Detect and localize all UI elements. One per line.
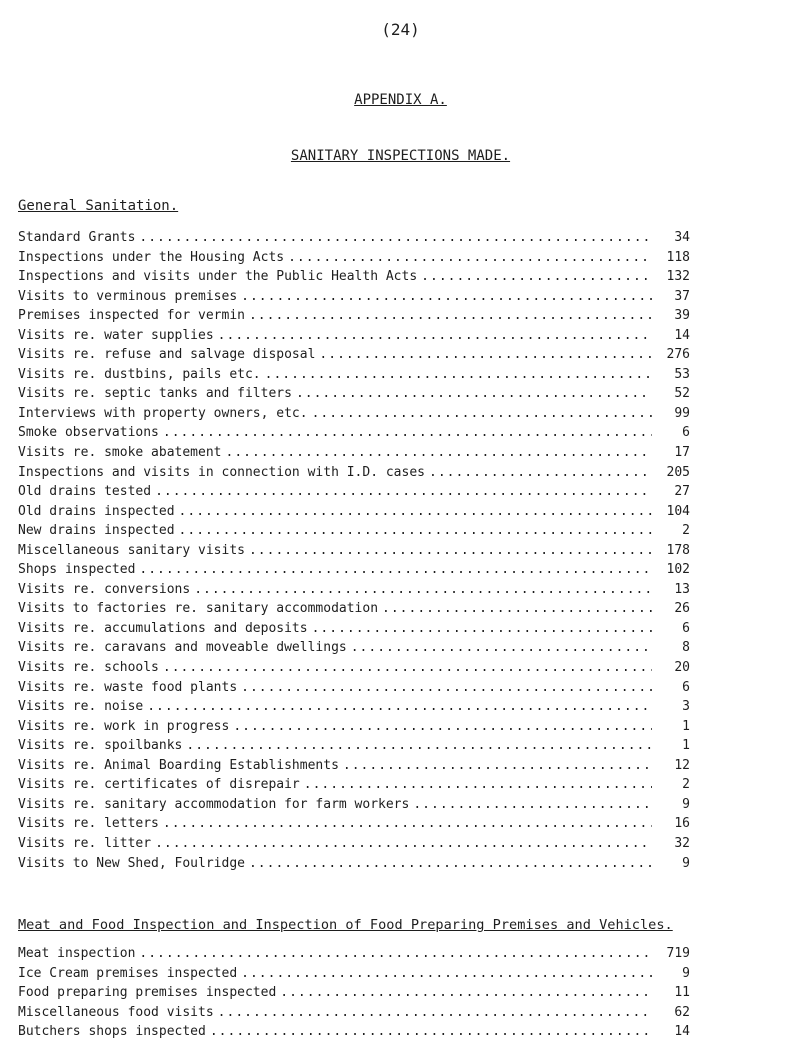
list-item [18,562,690,582]
dot-leader [155,836,652,851]
list-item [18,738,690,758]
item-count: 8 [682,640,690,656]
dot-leader [179,504,652,519]
item-count: 9 [682,796,690,812]
item-label: Interviews with property owners, etc. [18,405,308,421]
list-item [18,660,690,680]
item-count: 104 [666,503,690,519]
item-count: 2 [682,523,690,539]
item-label: Visits re. litter [18,835,152,851]
item-label: Premises inspected for vermin [18,308,245,324]
list-item [18,328,690,348]
dot-leader [139,562,652,577]
item-count: 52 [674,386,690,402]
item-count: 14 [674,327,690,343]
item-count: 14 [674,1024,690,1040]
item-count: 205 [666,464,690,480]
item-count: 6 [682,679,690,695]
list-item [18,386,690,406]
item-count: 62 [674,1004,690,1020]
item-label: Visits to verminous premises [18,288,238,304]
item-count: 99 [674,405,690,421]
dot-leader [233,719,652,734]
list-item [18,640,690,660]
item-count: 16 [674,816,690,832]
item-count: 6 [682,425,690,441]
item-label: Standard Grants [18,230,136,245]
list-item [18,856,690,876]
item-count: 102 [666,562,690,578]
section-title: SANITARY INSPECTIONS MADE. [290,148,511,164]
dot-leader [280,985,652,1000]
list-item [18,777,690,797]
item-label: Visits re. accumulations and deposits [18,620,308,636]
item-label: Visits re. conversions [18,581,191,597]
item-label: Visits re. waste food plants [18,679,238,695]
list-item [18,445,690,465]
dot-leader [265,367,652,382]
dot-leader [382,601,652,616]
general-sanitation-heading: General Sanitation. [18,198,179,214]
dot-leader [163,425,652,440]
item-label: Visits re. schools [18,660,159,676]
list-item [18,758,690,778]
dot-leader [163,816,652,831]
list-item [18,269,690,289]
dot-leader [249,308,652,323]
dot-leader [249,543,652,558]
dot-leader [249,856,652,871]
item-count: 1 [682,738,690,754]
list-item [18,523,690,543]
dot-leader [147,699,652,714]
general-sanitation-list [18,230,690,875]
item-count: 39 [674,308,690,324]
item-label: Visits re. septic tanks and filters [18,386,292,402]
dot-leader [319,347,652,362]
list-item [18,1024,690,1044]
item-label: Inspections and visits under the Public Health Acts [18,269,418,285]
dot-leader [241,966,652,981]
food-inspection-heading: Meat and Food Inspection and Inspection of Food Preparing Premises and Vehicles. [18,917,673,933]
list-item [18,484,690,504]
list-item [18,719,690,739]
item-count: 6 [682,620,690,636]
item-label: Visits re. letters [18,816,159,832]
item-label: Inspections under the Housing Acts [18,249,285,265]
dot-leader [163,660,652,675]
list-item [18,966,690,986]
dot-leader [429,465,652,480]
item-label: Smoke observations [18,425,159,441]
list-item [18,699,690,719]
item-count: 11 [674,985,690,1001]
dot-leader [139,230,652,245]
list-item [18,465,690,485]
item-label: Visits re. noise [18,699,144,715]
list-item [18,250,690,270]
item-label: Shops inspected [18,562,136,578]
dot-leader [312,406,652,421]
item-label: Meat inspection [18,946,136,961]
list-item [18,621,690,641]
item-count: 9 [682,965,690,981]
dot-leader [304,777,652,792]
dot-leader [179,523,652,538]
item-count: 37 [674,288,690,304]
item-label: Visits to New Shed, Foulridge [18,855,245,871]
item-label: Old drains tested [18,484,152,500]
dot-leader [343,758,652,773]
list-item [18,289,690,309]
item-label: Visits re. sanitary accommodation for farm workers [18,796,410,812]
item-label: Visits re. water supplies [18,327,214,343]
dot-leader [288,250,652,265]
item-count: 276 [666,347,690,363]
list-item [18,816,690,836]
dot-leader [194,582,652,597]
dot-leader [312,621,652,636]
item-label: Food preparing premises inspected [18,985,277,1001]
item-label: Visits re. refuse and salvage disposal [18,347,316,363]
list-item [18,308,690,328]
item-label: Visits to factories re. sanitary accommodation [18,601,379,617]
dot-leader [155,484,652,499]
dot-leader [413,797,652,812]
item-count: 1 [682,718,690,734]
item-count: 34 [674,230,690,245]
item-count: 2 [682,777,690,793]
list-item [18,504,690,524]
list-item [18,406,690,426]
item-count: 20 [674,660,690,676]
item-label: Visits re. caravans and moveable dwellings [18,640,347,656]
list-item [18,680,690,700]
list-item [18,836,690,856]
item-label: Old drains inspected [18,503,175,519]
appendix-title: APPENDIX A. [354,92,447,108]
item-count: 27 [674,484,690,500]
list-item [18,797,690,817]
item-label: Visits re. spoilbanks [18,738,183,754]
list-item [18,367,690,387]
item-label: Visits re. certificates of disrepair [18,777,300,793]
item-label: Inspections and visits in connection with I.D. cases [18,464,425,480]
list-item [18,347,690,367]
item-count: 3 [682,699,690,715]
list-item [18,543,690,563]
list-item [18,230,690,250]
dot-leader [218,1005,652,1020]
list-item [18,1005,690,1025]
list-item [18,425,690,445]
item-count: 178 [666,542,690,558]
item-count: 17 [674,445,690,461]
list-item [18,946,690,966]
dot-leader [351,640,652,655]
item-label: Visits re. smoke abatement [18,445,222,461]
item-label: New drains inspected [18,523,175,539]
item-count: 118 [666,249,690,265]
dot-leader [186,738,652,753]
list-item [18,985,690,1005]
item-count: 132 [666,269,690,285]
dot-leader [241,680,652,695]
item-count: 12 [674,757,690,773]
item-label: Ice Cream premises inspected [18,965,238,981]
page-number: (24) [381,20,420,39]
dot-leader [210,1024,652,1039]
item-count: 53 [674,366,690,382]
dot-leader [421,269,652,284]
food-inspection-list [18,946,690,1044]
dot-leader [241,289,652,304]
item-label: Visits re. dustbins, pails etc. [18,366,261,382]
dot-leader [139,946,652,961]
dot-leader [296,386,652,401]
list-item [18,601,690,621]
item-count: 719 [666,946,690,961]
item-label: Miscellaneous sanitary visits [18,542,245,558]
item-label: Visits re. Animal Boarding Establishments [18,757,339,773]
list-item [18,582,690,602]
item-count: 13 [674,581,690,597]
item-label: Miscellaneous food visits [18,1004,214,1020]
item-label: Butchers shops inspected [18,1024,206,1040]
item-label: Visits re. work in progress [18,718,230,734]
dot-leader [226,445,653,460]
item-count: 9 [682,855,690,871]
item-count: 26 [674,601,690,617]
item-count: 32 [674,835,690,851]
dot-leader [218,328,652,343]
